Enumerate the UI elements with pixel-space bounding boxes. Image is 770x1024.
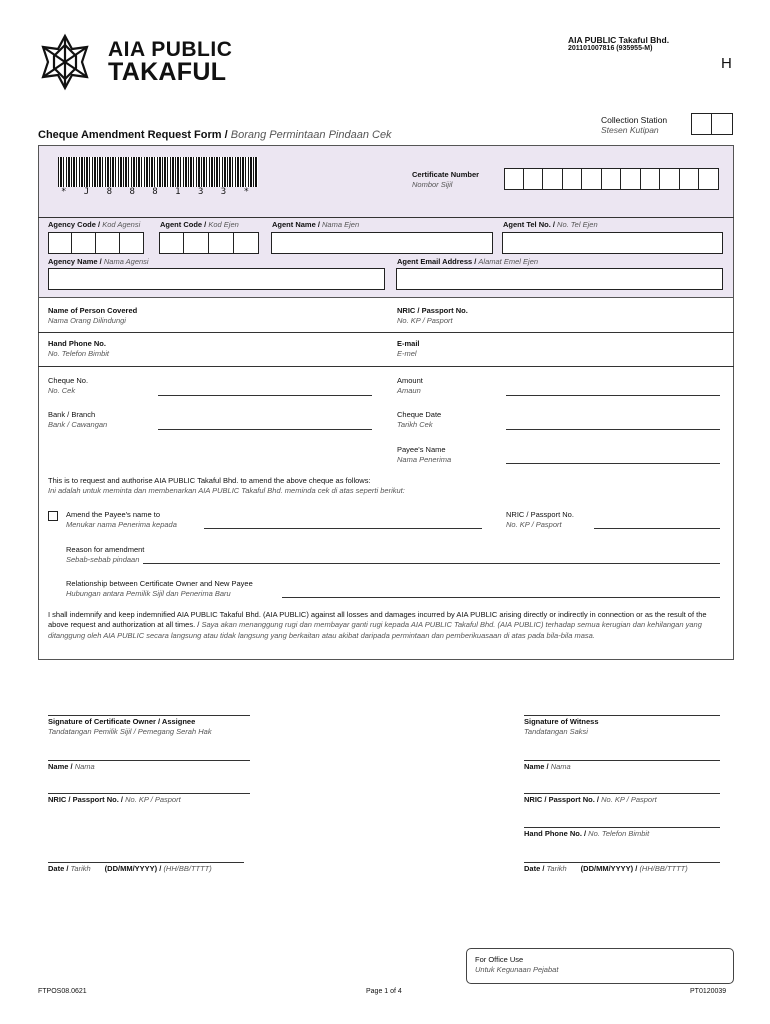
cheque-no-en: Cheque No. [48,376,89,385]
agent-name-label [272,220,359,230]
relation-en: Relationship between Certificate Owner and New Payee [66,579,253,588]
footer-form-code: FTPOS08.0621 [38,988,87,995]
bank-en: Bank / Branch [48,410,96,419]
certificate-number-field[interactable] [504,168,719,190]
witness-signature-label [524,717,599,737]
owner-name-line[interactable] [48,760,250,761]
request-text [48,476,728,496]
person-name-label [48,306,137,326]
collection-station-field[interactable] [691,113,733,135]
person-nric-en: NRIC / Passport No. [397,306,468,315]
agent-tel-en: Agent Tel No. / [503,220,558,229]
witness-nric-en: NRIC / Passport No. / [524,795,602,804]
barcode-text: * J 8 8 8 1 3 3 * [58,187,258,197]
reason-line[interactable] [143,563,720,564]
reason-label [66,545,144,565]
barcode-bars [58,157,258,191]
footer-page-number: Page 1 of 4 [366,988,402,995]
indemnity-text [48,610,728,641]
person-email-label [397,339,420,359]
owner-signature-label [48,717,212,737]
owner-name-my: Nama [74,762,95,771]
owner-nric-line[interactable] [48,793,250,794]
witness-signature-my: Tandatangan Saksi [524,727,588,736]
indemnity-my: Saya akan menanggung rugi dan membayar ganti rugi kepada AIA PUBLIC Takaful Bhd. (AIA PUBLIC) terhadap semua kerugian dan kehilangan yang ditanggung oleh AIA PUBLIC secara langsung atau tidak langsung yang berkaitan atau akibat daripada permintaan dan pemberikuasaan di atas pada bila-bila masa. [48,620,702,640]
payee-en: Payee's Name [397,445,446,454]
agent-name-my: Nama Ejen [322,220,360,229]
person-phone-en: Hand Phone No. [48,339,106,348]
agent-email-field[interactable] [396,268,723,290]
cheque-no-label [48,376,88,396]
witness-nric-my: No. KP / Pasport [601,795,657,804]
agent-name-en: Agent Name / [272,220,323,229]
agency-name-my: Nama Agensi [103,257,149,266]
owner-date-fmt-my: (HH/BB/TTTT) [163,864,212,873]
owner-date-line[interactable] [48,862,244,863]
logo-text-line1: AIA PUBLIC [108,38,233,61]
request-text-en: This is to request and authorise AIA PUBLIC Takaful Bhd. to amend the above cheque as follows: [48,476,371,485]
owner-nric-label [48,795,181,805]
owner-name-label [48,762,95,772]
indemnity-sep: / [195,620,202,630]
company-name: AIA PUBLIC Takaful Bhd. [568,35,670,45]
barcode [58,157,258,197]
owner-signature-en: Signature of Certificate Owner / Assignee [48,717,196,726]
witness-nric-line[interactable] [524,793,720,794]
office-use-en: For Office Use [475,955,524,964]
bank-my: Bank / Cawangan [48,420,108,429]
witness-name-en: Name / [524,762,551,771]
witness-name-my: Nama [550,762,571,771]
logo-text-line2: TAKAFUL [108,58,227,86]
indemnity-en: I shall indemnify and keep indemnified AIA PUBLIC Takaful Bhd. (AIA PUBLIC) against all losses and damages incurred by AIA PUBLIC arising directly or indirectly in connection or as the result of the above request and authorization at all times. [48,610,707,630]
amend-payee-my: Menukar nama Penerima kepada [66,520,177,529]
agent-code-en: Agent Code / [160,220,209,229]
witness-signature-line[interactable] [524,715,720,716]
relation-my: Hubungan antara Pemilik Sijil dan Penerima Baru [66,589,231,598]
certificate-label-my: Nombor Sijil [412,180,453,189]
agency-code-en: Agency Code / [48,220,103,229]
reason-my: Sebab-sebab pindaan [66,555,140,564]
amount-en: Amount [397,376,423,385]
payee-my: Nama Penerima [397,455,452,464]
relation-label [66,579,253,599]
cheque-date-my: Tarikh Cek [397,420,433,429]
agency-code-field[interactable] [48,232,144,254]
witness-name-line[interactable] [524,760,720,761]
cheque-date-label [397,410,441,430]
witness-phone-my: No. Telefon Bimbit [588,829,650,838]
cheque-date-en: Cheque Date [397,410,442,419]
amend-nric-my: No. KP / Pasport [506,520,562,529]
person-phone-my: No. Telefon Bimbit [48,349,110,358]
owner-date-fmt-en: (DD/MM/YYYY) / [104,864,164,873]
agency-name-field[interactable] [48,268,385,290]
agency-code-my: Kod Agensi [102,220,141,229]
person-nric-my: No. KP / Pasport [397,316,453,325]
office-use-my: Untuk Kegunaan Pejabat [475,965,559,974]
collection-station-my: Stesen Kutipan [601,125,659,135]
owner-signature-my: Tandatangan Pemilik Sijil / Pemegang Serah Hak [48,727,212,736]
amend-nric-line[interactable] [594,528,720,529]
person-email-my: E-mel [397,349,417,358]
agent-email-label [397,257,538,267]
witness-date-fmt-my: (HH/BB/TTTT) [639,864,688,873]
owner-date-en: Date / [48,864,71,873]
logo-star-icon [36,33,94,91]
form-title [38,129,392,141]
corner-letter: H [721,55,732,72]
collection-station-label [601,115,667,135]
amount-my: Amaun [397,386,421,395]
agent-code-my: Kod Ejen [208,220,239,229]
witness-phone-line[interactable] [524,827,720,828]
payee-line[interactable] [506,463,720,464]
certificate-label-en: Certificate Number [412,170,480,179]
agent-tel-my: No. Tel Ejen [557,220,598,229]
agency-code-label [48,220,140,230]
agent-email-en: Agent Email Address / [397,257,479,266]
person-email-en: E-mail [397,339,420,348]
owner-date-label [48,864,212,874]
amend-nric-label [506,510,574,530]
certificate-label [412,170,479,190]
agent-code-label [160,220,239,230]
amount-label [397,376,423,396]
bank-line[interactable] [158,429,372,430]
amend-payee-line[interactable] [204,528,482,529]
owner-signature-line[interactable] [48,715,250,716]
witness-date-en: Date / [524,864,547,873]
owner-name-en: Name / [48,762,75,771]
agency-name-en: Agency Name / [48,257,104,266]
collection-station-en: Collection Station [601,115,668,125]
witness-date-fmt-en: (DD/MM/YYYY) / [580,864,640,873]
payee-label [397,445,451,465]
owner-nric-my: No. KP / Pasport [125,795,181,804]
office-use-label [475,955,558,975]
witness-name-label [524,762,571,772]
office-use-box [466,948,734,984]
footer-product-code: PT0120039 [690,988,727,995]
agent-tel-field[interactable] [502,232,723,254]
witness-signature-en: Signature of Witness [524,717,599,726]
person-nric-label [397,306,468,326]
agent-code-field[interactable] [159,232,259,254]
witness-nric-label [524,795,657,805]
relation-line[interactable] [282,597,720,598]
agent-email-my: Alamat Emel Ejen [478,257,539,266]
amend-payee-checkbox[interactable] [48,511,58,521]
request-text-my: Ini adalah untuk meminta dan membenarkan AIA PUBLIC Takaful Bhd. meminda cek di atas seperti berikut: [48,486,405,495]
person-name-my: Nama Orang Dilindungi [48,316,126,325]
amend-nric-en: NRIC / Passport No. [506,510,574,519]
agent-name-field[interactable] [271,232,493,254]
agency-name-label [48,257,149,267]
cheque-date-line[interactable] [506,429,720,430]
owner-date-my: Tarikh [70,864,91,873]
company-reg: 201101007816 (935955-M) [568,45,653,52]
form-title-my: Borang Permintaan Pindaan Cek [230,129,392,141]
witness-phone-label [524,829,649,839]
person-name-en: Name of Person Covered [48,306,138,315]
witness-date-label [524,864,688,874]
witness-date-my: Tarikh [546,864,567,873]
bank-label [48,410,107,430]
amend-payee-en: Amend the Payee's name to [66,510,160,519]
agent-tel-label [503,220,598,230]
owner-nric-en: NRIC / Passport No. / [48,795,126,804]
form-title-en: Cheque Amendment Request Form / [38,129,231,141]
cheque-no-line[interactable] [158,395,372,396]
witness-date-line[interactable] [524,862,720,863]
person-phone-label [48,339,109,359]
company-logo [36,33,96,93]
witness-phone-en: Hand Phone No. / [524,829,589,838]
amend-payee-label [66,510,177,530]
reason-en: Reason for amendment [66,545,145,554]
amount-line[interactable] [506,395,720,396]
cheque-no-my: No. Cek [48,386,76,395]
